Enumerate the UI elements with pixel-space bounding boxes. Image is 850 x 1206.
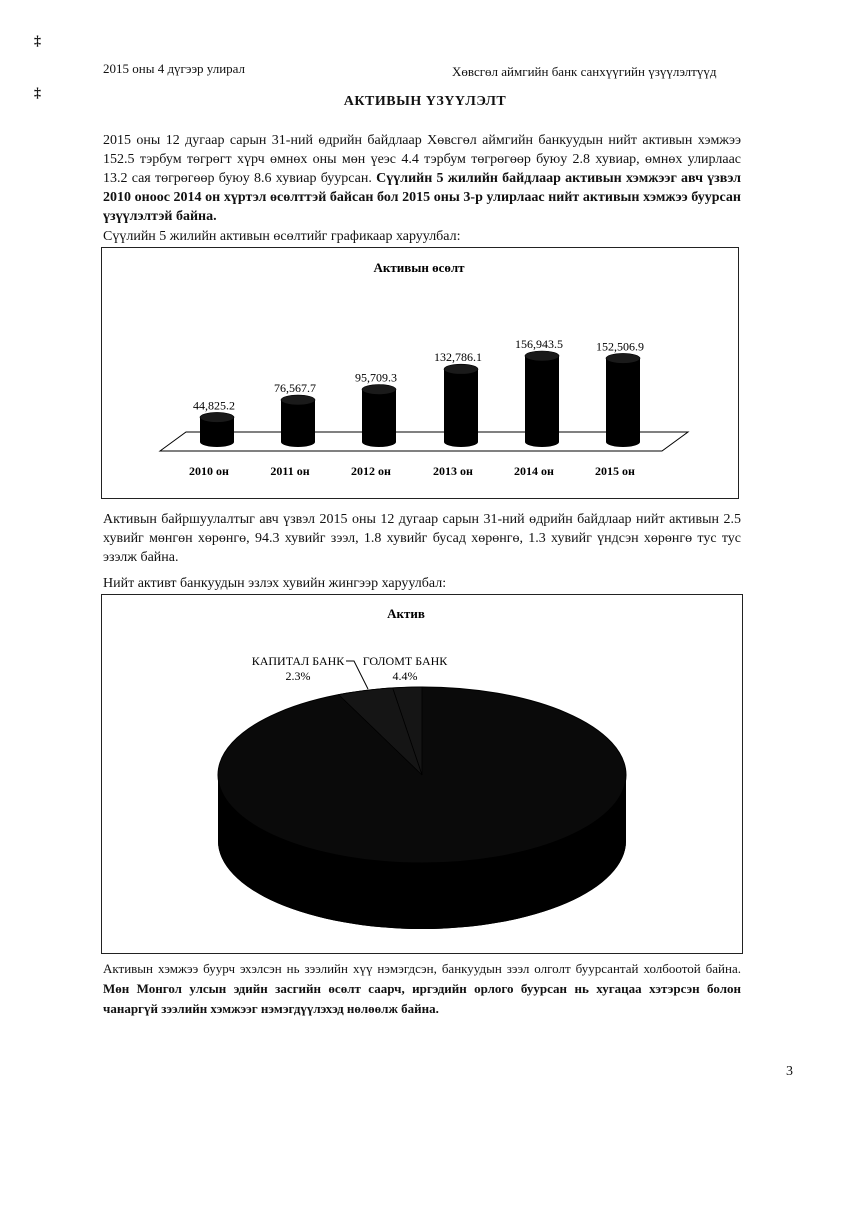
pie-slice-name-0: КАПИТАЛ БАНК (251, 654, 345, 668)
bar-top-4 (525, 351, 559, 361)
paragraph-1-normal: 2015 оны 12 дугаар сарын 31-ний өдрийн байдлаар Хөвсгөл аймгийн банкуудын нийт активын хэмжээ 152.5 тэрбум төгрөгт хүрч өмнөх оны мөн үеэс 4.4 тэрбум төгрөгөөр буюу 2.8 хувиар, өмнөх улирлаас 13.2 сая төгрөгөөр буюу 8.6 хувиар буурсан. (103, 133, 741, 186)
bar-top-2 (362, 385, 396, 395)
bar-3 (444, 369, 478, 447)
paragraph-1 (103, 131, 741, 226)
bar-1 (281, 400, 315, 447)
bar-top-3 (444, 364, 478, 374)
bar-value-label-2: 95,709.3 (355, 370, 397, 385)
bar-value-label-1: 76,567.7 (274, 381, 316, 396)
bar-value-label-0: 44,825.2 (193, 398, 235, 413)
chart-intro-2: Нийт активт банкуудын эзлэх хувийн жингээр харуулбал: (103, 576, 447, 591)
bar-chart-title: Активын өсөлт (373, 260, 465, 275)
bar-value-label-3: 132,786.1 (434, 350, 482, 365)
bar-category-label-4: 2014 он (514, 464, 554, 478)
paragraph-2: Активын байршуулалтыг авч үзвэл 2015 оны 12 дугаар сарын 31-ний өдрийн байдлаар нийт активын 2.5 хувийг мөнгөн хөрөнгө, 94.3 хувийг зээл, 1.8 хувийг бусад хөрөнгө, 1.3 хувийг үндсэн хөрөнгө тус тус эзэлж байна. (103, 512, 741, 565)
pie-slice-name-1: ГОЛОМТ БАНК (362, 654, 448, 668)
bar-4 (525, 356, 559, 447)
pie-chart-title: Актив (387, 606, 425, 621)
bar-5 (606, 358, 640, 447)
bar-category-label-3: 2013 он (433, 464, 473, 478)
paragraph-1-bold: Сүүлийн 5 жилийн байдлаар активын хэмжээг авч үзвэл 2010 оноос 2014 он хүртэл өсөлттэй байсан бол 2015 оны 3-р улирлаас нийт активын хэмжээ буурсан үзүүлэлтэй байна. (103, 171, 742, 224)
bar-category-label-1: 2011 он (270, 464, 310, 478)
bar-category-label-0: 2010 он (189, 464, 229, 478)
pie-slice-label-1: 4.4% (392, 669, 418, 683)
bar-value-label-4: 156,943.5 (515, 337, 563, 351)
pie-chart-frame (101, 594, 743, 954)
scan-mark-icon: ‡ (34, 34, 41, 49)
bar-category-label-2: 2012 он (351, 464, 391, 478)
bar-category-label-5: 2015 он (595, 464, 635, 478)
page-number: 3 (786, 1064, 793, 1079)
bar-chart-frame (101, 247, 739, 499)
paragraph-3 (103, 959, 741, 1019)
bar-chart (102, 248, 737, 497)
paragraph-3-bold: Мөн Монгол улсын эдийн засгийн өсөлт саарч, иргэдийн орлого буурсан нь хугацаа хэтэрсэн болон чанаргүй зээлийн хэмжээг нэмэгдүүлэхэд нөлөөлж байна. (103, 981, 741, 1016)
bar-top-5 (606, 353, 640, 363)
bar-value-label-5: 152,506.9 (596, 339, 644, 354)
bar-2 (362, 390, 396, 447)
header-right: Хөвсгөл аймгийн банк санхүүгийн үзүүлэлтүүд (452, 64, 717, 79)
chart-intro-1: Сүүлийн 5 жилийн активын өсөлтийг графикаар харуулбал: (103, 229, 461, 244)
pie-slice-label-0: 2.3% (285, 669, 311, 683)
bar-top-1 (281, 395, 315, 405)
paragraph-3-normal: Активын хэмжээ буурч эхэлсэн нь зээлийн хүү нэмэгдсэн, банкуудын зээл олголт буурсантай холбоотой байна. (103, 961, 741, 976)
pie-chart (102, 595, 741, 952)
header-left: 2015 оны 4 дүгээр улирал (103, 61, 246, 76)
scan-mark-icon: ‡ (34, 86, 41, 101)
bar-top-0 (200, 412, 234, 422)
section-title: АКТИВЫН ҮЗҮҮЛЭЛТ (343, 94, 507, 109)
